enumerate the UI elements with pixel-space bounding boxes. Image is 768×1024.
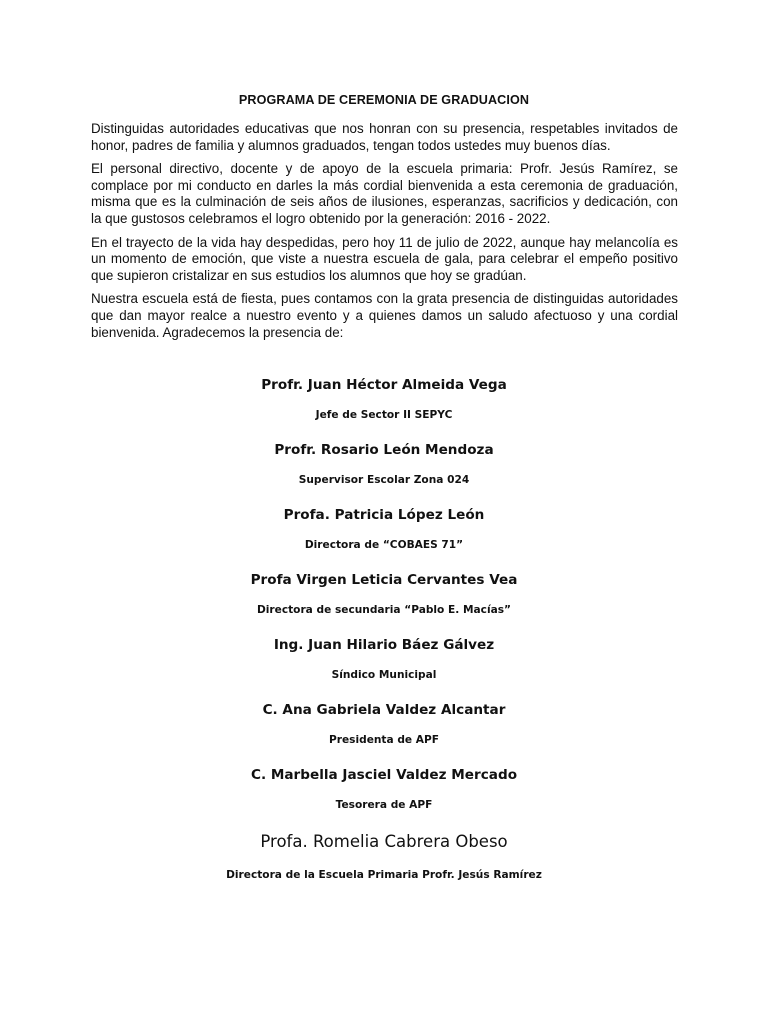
paragraph-welcome: El personal directivo, docente y de apoyo de la escuela primaria: Profr. Jesús Ramírez, se complace por mi conducto en darles la más cordial bienvenida a esta ceremonia de graduación, misma que es la culminación de seis años de ilusiones, esperanzas, sacrificios y dedicación, con la que gustosos celebramos el logro obtenido por la generación: 2016 - 2022.	[91, 161, 678, 226]
guest-entry	[0, 439, 768, 504]
paragraph-greeting: Distinguidas autoridades educativas que nos honran con su presencia, respetables invitados de honor, padres de familia y alumnos graduados, tengan todos ustedes muy buenos días.	[91, 121, 678, 153]
guest-role: Directora de secundaria “Pablo E. Macías”	[257, 604, 511, 616]
paragraph-farewell: En el trayecto de la vida hay despedidas, pero hoy 11 de julio de 2022, aunque hay melancolía es un momento de emoción, que viste a nuestra escuela de gala, para celebrar el empeño positivo que supieron cristalizar en sus estudios los alumnos que hoy se gradúan.	[91, 234, 678, 283]
guest-role: Presidenta de APF	[329, 734, 439, 746]
guest-entry	[0, 374, 768, 439]
paragraph-acknowledgement: Nuestra escuela está de fiesta, pues contamos con la grata presencia de distinguidas autoridades que dan mayor realce a nuestro evento y a quienes damos un saludo afectuoso y una cordial bienvenida. Agradecemos la presencia de:	[91, 291, 678, 340]
guest-entry	[0, 634, 768, 699]
guest-name: Profa. Romelia Cabrera Obeso	[260, 832, 508, 851]
guest-entry-principal	[0, 829, 768, 894]
guest-role: Jefe de Sector II SEPYC	[315, 409, 453, 421]
guest-name: C. Marbella Jasciel Valdez Mercado	[250, 767, 518, 783]
guest-entry	[0, 569, 768, 634]
document-title: PROGRAMA DE CEREMONIA DE GRADUACION	[238, 93, 530, 107]
guest-role: Directora de “COBAES 71”	[304, 539, 464, 551]
guest-name: Profa. Patricia López León	[283, 507, 485, 523]
guest-name: Profr. Juan Héctor Almeida Vega	[261, 377, 507, 393]
guest-entry	[0, 504, 768, 569]
document-body	[91, 121, 678, 348]
guest-name: C. Ana Gabriela Valdez Alcantar	[262, 702, 506, 718]
guest-name: Ing. Juan Hilario Báez Gálvez	[273, 637, 495, 653]
guest-name: Profr. Rosario León Mendoza	[274, 442, 494, 458]
guest-role: Síndico Municipal	[331, 669, 437, 681]
guest-entry	[0, 699, 768, 764]
guest-name: Profa Virgen Leticia Cervantes Vea	[250, 572, 518, 588]
guest-role: Directora de la Escuela Primaria Profr. Jesús Ramírez	[226, 869, 542, 881]
guest-entry	[0, 764, 768, 829]
guest-role: Tesorera de APF	[335, 799, 433, 811]
guest-role: Supervisor Escolar Zona 024	[298, 474, 470, 486]
guest-list	[0, 374, 768, 894]
